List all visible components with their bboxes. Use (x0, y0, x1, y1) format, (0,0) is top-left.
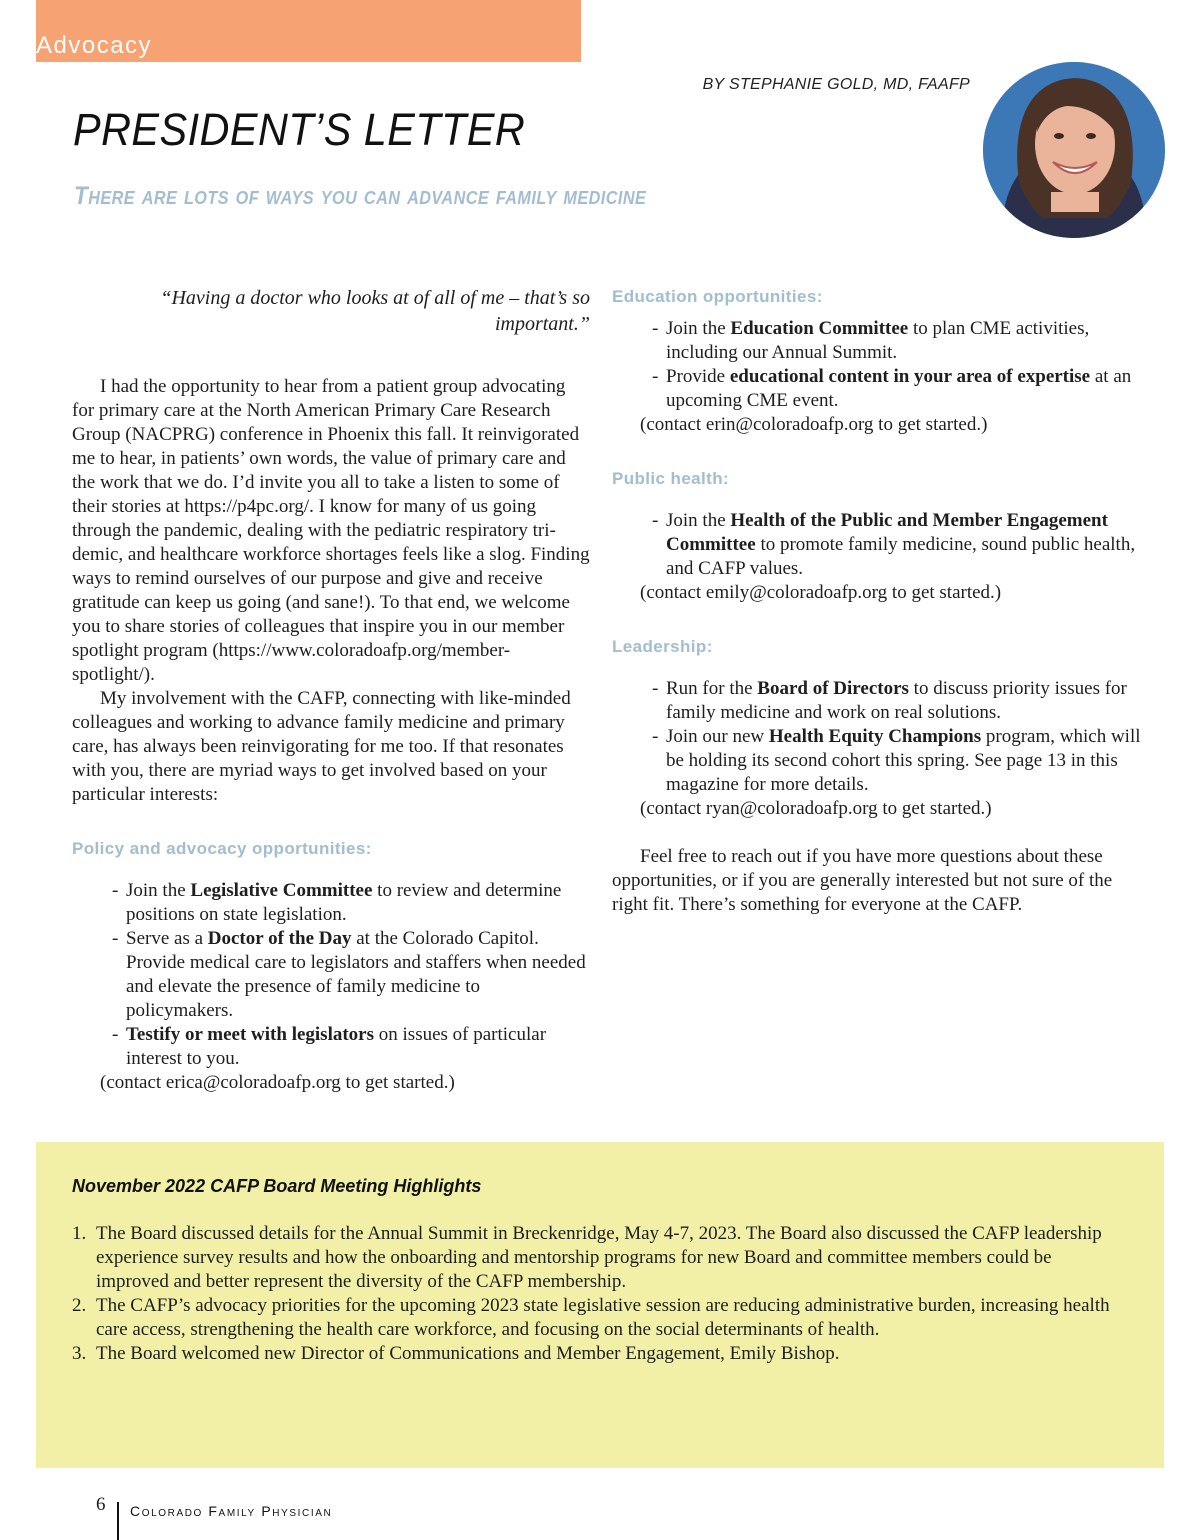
author-portrait (983, 62, 1165, 238)
policy-list (72, 879, 590, 1071)
section-label: Advocacy (36, 32, 153, 59)
list-item: - Testify or meet with legislators on issues of particular interest to you. (72, 1023, 590, 1071)
contact-line: (contact erin@coloradoafp.org to get started.) (640, 414, 988, 435)
contact-line: (contact emily@coloradoafp.org to get started.) (640, 582, 1002, 603)
list-item: 1. The Board discussed details for the Annual Summit in Breckenridge, May 4-7, 2023. The Board also discussed the CAFP leadership experience survey results and how the onboarding and mentorship programs for new Board and committee members could be improved and better represent the diversity of the CAFP membership. (72, 1223, 1102, 1292)
byline: BY STEPHANIE GOLD, MD, FAAFP (702, 76, 970, 93)
public-health-list (612, 509, 1142, 581)
footer-divider (117, 1502, 119, 1540)
left-column (72, 285, 590, 1095)
list-item: - Join our new Health Equity Champions program, which will be holding its second cohort this spring. See page 13 in this magazine for more details. (612, 725, 1142, 797)
page-subtitle: There are lots of ways you can advance family medicine (74, 182, 647, 210)
public-health-heading: Public health: (612, 469, 730, 488)
list-item: - Run for the Board of Directors to discuss priority issues for family medicine and work on real solutions. (612, 677, 1142, 725)
highlights-title: November 2022 CAFP Board Meeting Highlights (72, 1176, 482, 1196)
publication-name: Colorado Family Physician (130, 1503, 333, 1519)
board-highlights-box (36, 1142, 1164, 1468)
list-item: - Join the Legislative Committee to review and determine positions on state legislation. (72, 879, 590, 927)
contact-line: (contact erica@coloradoafp.org to get started.) (100, 1072, 455, 1093)
policy-heading: Policy and advocacy opportunities: (72, 839, 372, 858)
page-title: PRESIDENT’S LETTER (73, 104, 526, 155)
list-item: 2. The CAFP’s advocacy priorities for the upcoming 2023 state legislative session are reducing administrative burden, increasing health care access, strengthening the health care workforce, and focusing on the social determinants of health. (72, 1295, 1110, 1340)
highlights-list (72, 1222, 1122, 1366)
contact-line: (contact ryan@coloradoafp.org to get started.) (640, 798, 992, 819)
list-item: - Join the Education Committee to plan CME activities, including our Annual Summit. (612, 317, 1142, 365)
closing-paragraph: Feel free to reach out if you have more questions about these opportunities, or if you are generally interested but not sure of the right fit. There’s something for everyone at the CAFP. (612, 846, 1113, 915)
list-item: 3. The Board welcomed new Director of Communications and Member Engagement, Emily Bishop. (72, 1343, 840, 1364)
right-column (612, 285, 1142, 917)
body-paragraph: My involvement with the CAFP, connecting with like-minded colleagues and working to advance family medicine and primary care, has always been reinvigorating for me too. If that resonates with you, there are myriad ways to get involved based on your particular interests: (72, 688, 571, 805)
leadership-heading: Leadership: (612, 637, 713, 656)
education-list (612, 317, 1142, 413)
author-photo-icon (983, 62, 1165, 238)
education-heading: Education opportunities: (612, 287, 823, 306)
list-item: - Serve as a Doctor of the Day at the Colorado Capitol. Provide medical care to legislators and staffers when needed and elevate the presence of family medicine to policymakers. (72, 927, 590, 1023)
list-item: - Join the Health of the Public and Member Engagement Committee to promote family medicine, sound public health, and CAFP values. (612, 509, 1142, 581)
section-tab (36, 0, 581, 62)
list-item: - Provide educational content in your area of expertise at an upcoming CME event. (612, 365, 1142, 413)
pull-quote: “Having a doctor who looks at of all of me – that’s so important.” (160, 287, 590, 335)
page-number: 6 (96, 1494, 106, 1515)
body-paragraph: I had the opportunity to hear from a patient group advocating for primary care at the North American Primary Care Research Group (NACPRG) conference in Phoenix this fall. It reinvigorated me to hear, in patients’ own words, the value of primary care and the work that we do. I’d invite you all to take a listen to some of their stories at https://p4pc.org/. I know for many of us going through the pandemic, dealing with the pediatric respiratory tri-demic, and healthcare workforce shortages feels like a slog. Finding ways to remind ourselves of our purpose and give and receive gratitude can keep us going (and sane!). To that end, we welcome you to share stories of colleagues that inspire you in our member spotlight program (https://www.coloradoafp.org/member-spotlight/). (72, 376, 590, 685)
leadership-list (612, 677, 1142, 797)
